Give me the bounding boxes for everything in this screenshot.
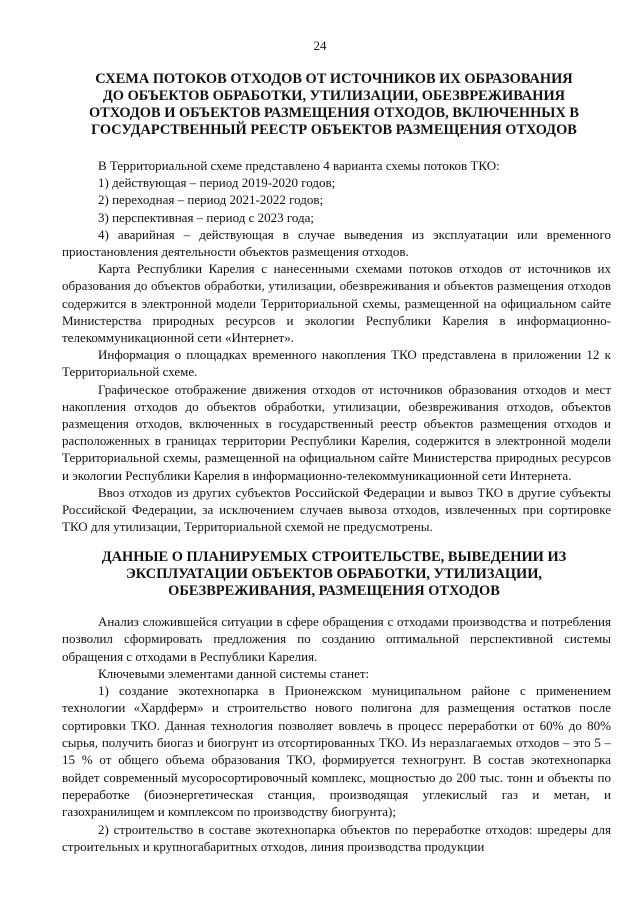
- heading-line: ДО ОБЪЕКТОВ ОБРАБОТКИ, УТИЛИЗАЦИИ, ОБЕЗВРЕЖИВАНИЯ: [102, 88, 566, 104]
- list-item-ecotechnopark: 1) создание экотехнопарка в Прионежском муниципальном районе с применением технологии «Хардферм» и строительство нового полигона для размещения остатков после сортировки ТКО. Данная технология позволяет вовлечь в процесс переработки от 60% до 80% сырья, получить биогаз и биогрунт из отсортированных ТКО. Из неразлагаемых отходов – это 5 – 15 % от общего объема образования ТКО, формируется техногрунт. В состав экотехнопарка войдет современный мусоросортировочный комплекс, мощностью до 200 тыс. тонн и объекты по переработке (биоэнергетическая станция, производящая углекислый газ и метан, и газохранилищем и комплексом по производству биогрунта);: [62, 683, 611, 820]
- list-item-transitional: 2) переходная – период 2021-2022 годов;: [98, 192, 324, 208]
- section-body-planned-construction: [62, 613, 611, 855]
- heading-line: ДАННЫЕ О ПЛАНИРУЕМЫХ СТРОИТЕЛЬСТВЕ, ВЫВЕДЕНИИ ИЗ: [101, 549, 567, 565]
- list-item-processing-facilities: 2) строительство в составе экотехнопарка объектов по переработке отходов: шредеры для строительных и крупногабаритных отходов, линия производства продукции: [62, 821, 611, 854]
- paragraph-key-elements: Ключевыми элементами данной системы станет:: [98, 665, 370, 681]
- heading-line: ЭКСПЛУАТАЦИИ ОБЪЕКТОВ ОБРАБОТКИ, УТИЛИЗАЦИИ,: [125, 566, 543, 582]
- page-number: 24: [313, 38, 327, 53]
- section-heading-waste-flow-scheme: [60, 71, 608, 139]
- paragraph-import-export: Ввоз отходов из других субъектов Российской Федерации и вывоз ТКО в другие субъекты Российской Федерации, за исключением случаев вывоза отходов, извлеченных при сортировке ТКО для утилизации, Территориальной схемой не предусмотрены.: [62, 484, 611, 535]
- paragraph-analysis: Анализ сложившейся ситуации в сфере обращения с отходами производства и потребления позволил сформировать предложения по созданию оптимальной перспективной системы обращения с отходами в Республики Карелия.: [62, 614, 611, 664]
- heading-line: ОТХОДОВ И ОБЪЕКТОВ РАЗМЕЩЕНИЯ ОТХОДОВ, ВКЛЮЧЕННЫХ В: [88, 105, 580, 121]
- paragraph-intro: В Территориальной схеме представлено 4 варианта схемы потоков ТКО:: [98, 158, 500, 173]
- paragraph-graphic-display: Графическое отображение движения отходов от источников образования отходов и мест накопления отходов до объектов обработки, утилизации, обезвреживания отходов, объектов размещения отходов, включенных в государственный реестр объектов размещения отходов и расположенных в границах территории Республики Карелия, содержится в электронной модели Территориальной схемы, размещенной на официальном сайте Министерства природных ресурсов и экологии Республики Карелия в информационно-телекоммуникационной сети Интернета.: [62, 381, 611, 483]
- list-item-prospective: 3) перспективная – период с 2023 года;: [98, 209, 315, 225]
- list-item-emergency: 4) аварийная – действующая в случае выведения из эксплуатации или временного приостановления деятельности объектов размещения отходов.: [62, 226, 611, 260]
- paragraph-storage-sites: Информация о площадках временного накопления ТКО представлена в приложении 12 к Территориальной схеме.: [62, 347, 611, 380]
- section-heading-planned-construction: [60, 549, 608, 600]
- list-item-current: 1) действующая – период 2019-2020 годов;: [98, 175, 336, 191]
- paragraph-map: Карта Республики Карелия с нанесенными схемами потоков отходов от источников их образования до объектов обработки, утилизации, обезвреживания и объектов размещения отходов содержится в электронной модели Территориальной схемы, размещенной на официальном сайте Министерства природных ресурсов и экологии Республики Карелия в информационно-телекоммуникационной сети «Интернет».: [62, 261, 611, 346]
- section-body-waste-flow-scheme: [62, 157, 611, 535]
- heading-line: ОБЕЗВРЕЖИВАНИЯ, РАЗМЕЩЕНИЯ ОТХОДОВ: [168, 583, 500, 599]
- heading-line: ГОСУДАРСТВЕННЫЙ РЕЕСТР ОБЪЕКТОВ РАЗМЕЩЕНИЯ ОТХОДОВ: [91, 122, 577, 138]
- heading-line: СХЕМА ПОТОКОВ ОТХОДОВ ОТ ИСТОЧНИКОВ ИХ ОБРАЗОВАНИЯ: [95, 71, 573, 87]
